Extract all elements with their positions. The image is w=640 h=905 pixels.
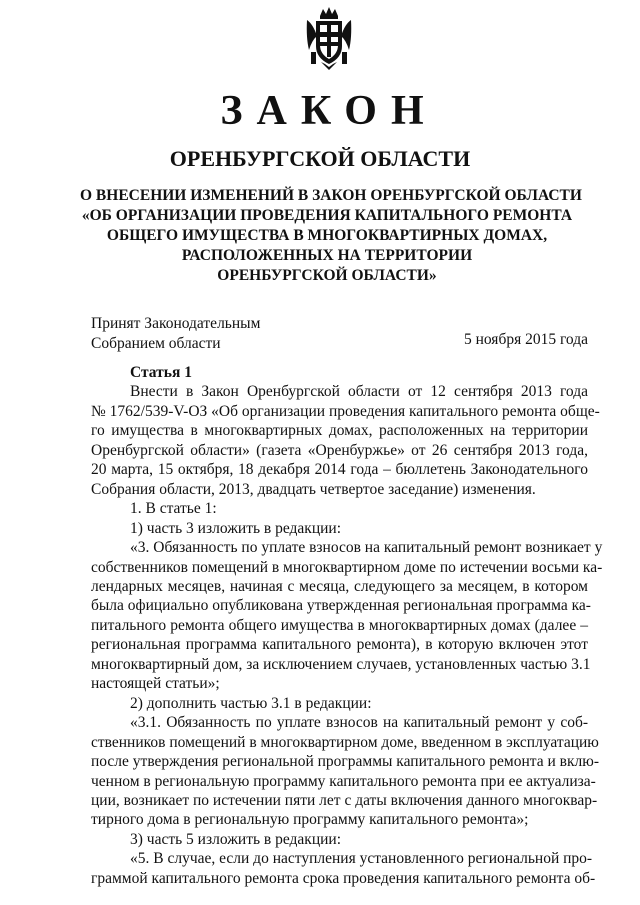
law-subtitle [80, 186, 582, 286]
body-line: была официально опубликована утвержденная региональная программа ка- [91, 597, 591, 615]
body-line: ственников помещений в многоквартирном доме, введенном в эксплуатацию [91, 733, 599, 751]
body-line: после утверждения региональной программы капитального ремонта и вклю- [91, 753, 599, 771]
adoption-note [91, 314, 260, 354]
subtitle-line: ОБЩЕГО ИМУЩЕСТВА В МНОГОКВАРТИРНЫХ ДОМАХ, [106, 227, 548, 244]
body-line: лендарных месяцев, начиная с месяца, следующего за месяцем, в котором [91, 577, 588, 595]
body-line: № 1762/539-V-ОЗ «Об организации проведения капитального ремонта обще- [91, 402, 600, 420]
document-body [91, 363, 603, 888]
adoption-line: Принят Законодательным [91, 315, 261, 332]
body-line: региональная программа капитального ремонта), в которую включен этот [91, 636, 588, 654]
article-title: Статья 1 [130, 364, 192, 381]
law-title: ЗАКОН [220, 88, 438, 134]
subtitle-line: РАСПОЛОЖЕННЫХ НА ТЕРРИТОРИИ [181, 247, 473, 264]
body-line: тирного дома в региональную программу капитального ремонта»; [91, 811, 529, 829]
body-line: питального ремонта общего имущества в многоквартирных домах (далее – [91, 616, 588, 634]
body-line: многоквартирный дом, за исключением случаев, установленных частью 3.1 [91, 655, 591, 673]
body-line: настоящей статьи»; [91, 675, 220, 693]
body-line: 1. В статье 1: [130, 500, 217, 518]
body-line: «3. Обязанность по уплате взносов на капитальный ремонт возникает у [130, 539, 603, 557]
adoption-line: Собранием области [91, 335, 221, 352]
region-title: ОРЕНБУРГСКОЙ ОБЛАСТИ [169, 146, 471, 171]
body-line: граммой капитального ремонта срока проведения капитального ремонта об- [91, 869, 596, 887]
adoption-date: 5 ноября 2015 года [463, 331, 588, 348]
body-line: Оренбургской области» (газета «Оренбуржье» от 26 сентября 2013 года, [91, 441, 588, 459]
body-line: ченном в региональную программу капитального ремонта при ее актуализа- [91, 772, 596, 790]
body-line: Собрания области, 2013, двадцать четвертое заседание) изменения. [91, 480, 536, 498]
body-line: «3.1. Обязанность по уплате взносов на капитальный ремонт у соб- [130, 714, 588, 732]
body-line: 20 марта, 15 октября, 18 декабря 2014 года – бюллетень Законодательного [91, 461, 588, 479]
body-line: Внести в Закон Оренбургской области от 12 сентября 2013 года [130, 383, 588, 401]
subtitle-line: О ВНЕСЕНИИ ИЗМЕНЕНИЙ В ЗАКОН ОРЕНБУРГСКОЙ ОБЛАСТИ [80, 187, 582, 204]
body-line: 3) часть 5 изложить в редакции: [130, 830, 342, 848]
body-line: 2) дополнить частью 3.1 в редакции: [130, 694, 372, 712]
subtitle-line: ОРЕНБУРГСКОЙ ОБЛАСТИ» [217, 267, 437, 284]
body-line: «5. В случае, если до наступления установленного региональной про- [130, 850, 593, 868]
body-line: ции, возникает по истечении пяти лет с даты включения данного многоквар- [91, 791, 598, 809]
body-line: го имущества в многоквартирных домах, расположенных на территории [91, 422, 588, 440]
body-line: 1) часть 3 изложить в редакции: [130, 519, 342, 537]
subtitle-line: «ОБ ОРГАНИЗАЦИИ ПРОВЕДЕНИЯ КАПИТАЛЬНОГО РЕМОНТА [81, 207, 573, 224]
body-line: собственников помещений в многоквартирном доме по истечении восьми ка- [91, 558, 603, 576]
coat-of-arms-icon [303, 6, 355, 72]
